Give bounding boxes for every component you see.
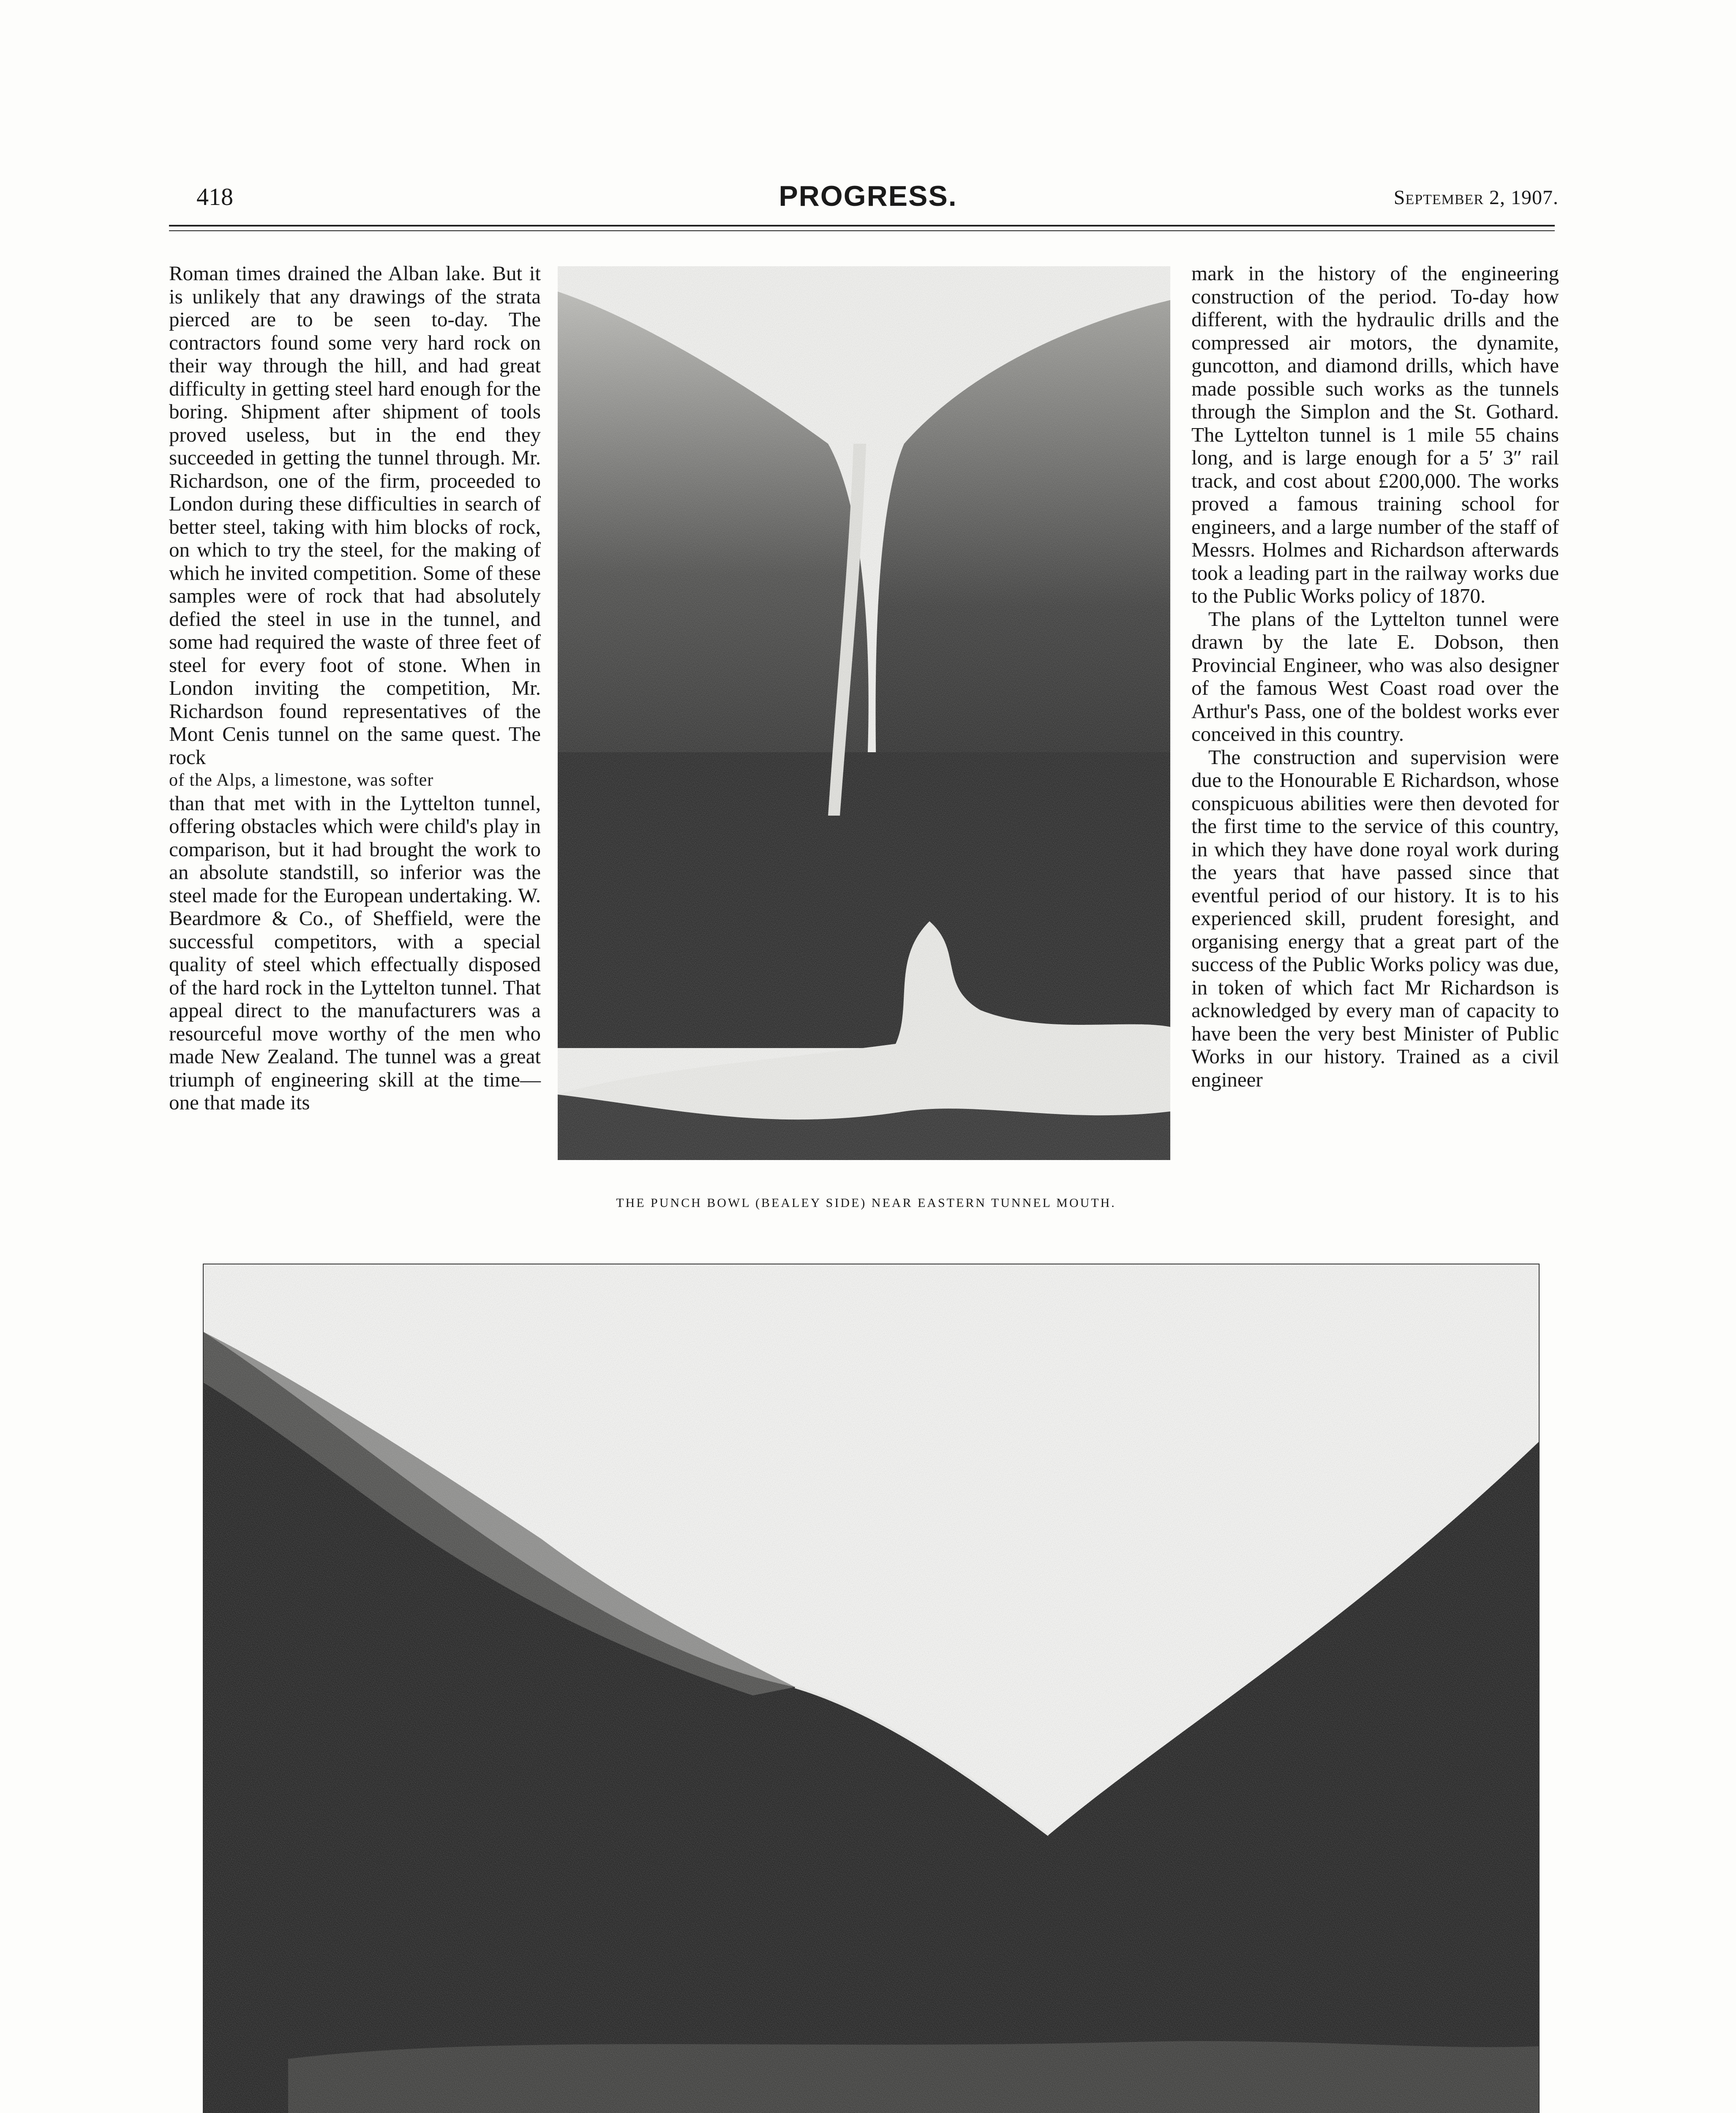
header-rule-thin — [169, 230, 1555, 231]
waterfall-image — [558, 266, 1170, 1160]
page-number: 418 — [196, 183, 233, 210]
header-rule — [169, 225, 1555, 227]
punch-bowl-photo — [558, 266, 1170, 1160]
paragraph: The plans of the Lyttelton tunnel were drawn by the late E. Dobson, then Provincial Engineer, who was also designer of the famous West Coast road over the Arthur's Pass, one of the boldest works ever conceived in this country. — [1191, 607, 1559, 745]
paragraph: The construction and supervision were due to the Honourable E Richardson, whose conspicuous abilities were then devoted for the first time to the service of this country, in which they have done royal work during the years that have passed since that eventful period of our history. It is to his experienced skill, prudent foresight, and organising energy that a great part of the success of the Public Works policy was due, in token of which fact Mr Richardson is acknowledged by every man of capacity to have been the very best Minister of Public Works in our history. Trained as a civil engineer — [1191, 745, 1559, 1091]
article-column-left — [169, 262, 541, 1114]
valley-image — [204, 1264, 1539, 2113]
paragraph: of the Alps, a limestone, was softer — [169, 770, 434, 790]
publication-title: PROGRESS. — [779, 180, 957, 212]
issue-date: September 2, 1907. — [1393, 186, 1559, 209]
paragraph: Roman times drained the Alban lake. But it is unlikely that any drawings of the strata pierced are to be seen to-day. The contractors found some very hard rock on their way through the hill, and had great difficulty in getting steel hard enough for the boring. Shipment after shipment of tools proved useless, but in the end they succeeded in getting the tunnel through. Mr. Richardson, one of the firm, proceeded to London during these difficulties in search of better steel, taking with him blocks of rock, on which to try the steel, for the making of which he invited competition. Some of these samples were of rock that had absolutely defied the steel in use in the tunnel, and some had required the waste of three feet of steel for every foot of stone. When in London inviting the competition, Mr. Richardson found representatives of the Mont Cenis tunnel on the same quest. The rock — [169, 262, 541, 769]
article-column-right — [1191, 262, 1559, 1091]
rolleston-bridge-photo — [203, 1264, 1540, 2113]
paragraph: than that met with in the Lyttelton tunnel, offering obstacles which were child's play in comparison, but it had brought the work to an absolute standstill, so inferior was the steel made for the European undertaking. W. Beardmore & Co., of Sheffield, were the successful competitors, with a special quality of steel which effectually disposed of the hard rock in the Lyttelton tunnel. That appeal direct to the manufacturers was a resourceful move worthy of the men who made New Zealand. The tunnel was a great triumph of engineering skill at the time—one that made its — [169, 791, 541, 1114]
punch-bowl-caption: THE PUNCH BOWL (BEALEY SIDE) NEAR EASTERN TUNNEL MOUTH. — [616, 1196, 1116, 1210]
paragraph: mark in the history of the engineering construction of the period. To-day how different, with the hydraulic drills and the compressed air motors, the dynamite, guncotton, and diamond drills, which have made possible such works as the tunnels through the Simplon and the St. Gothard. The Lyttelton tunnel is 1 mile 55 chains long, and is large enough for a 5′ 3″ rail track, and cost about £200,000. The works proved a famous training school for engineers, and a large number of the staff of Messrs. Holmes and Richardson afterwards took a leading part in the railway works due to the Public Works policy of 1870. — [1191, 262, 1559, 607]
